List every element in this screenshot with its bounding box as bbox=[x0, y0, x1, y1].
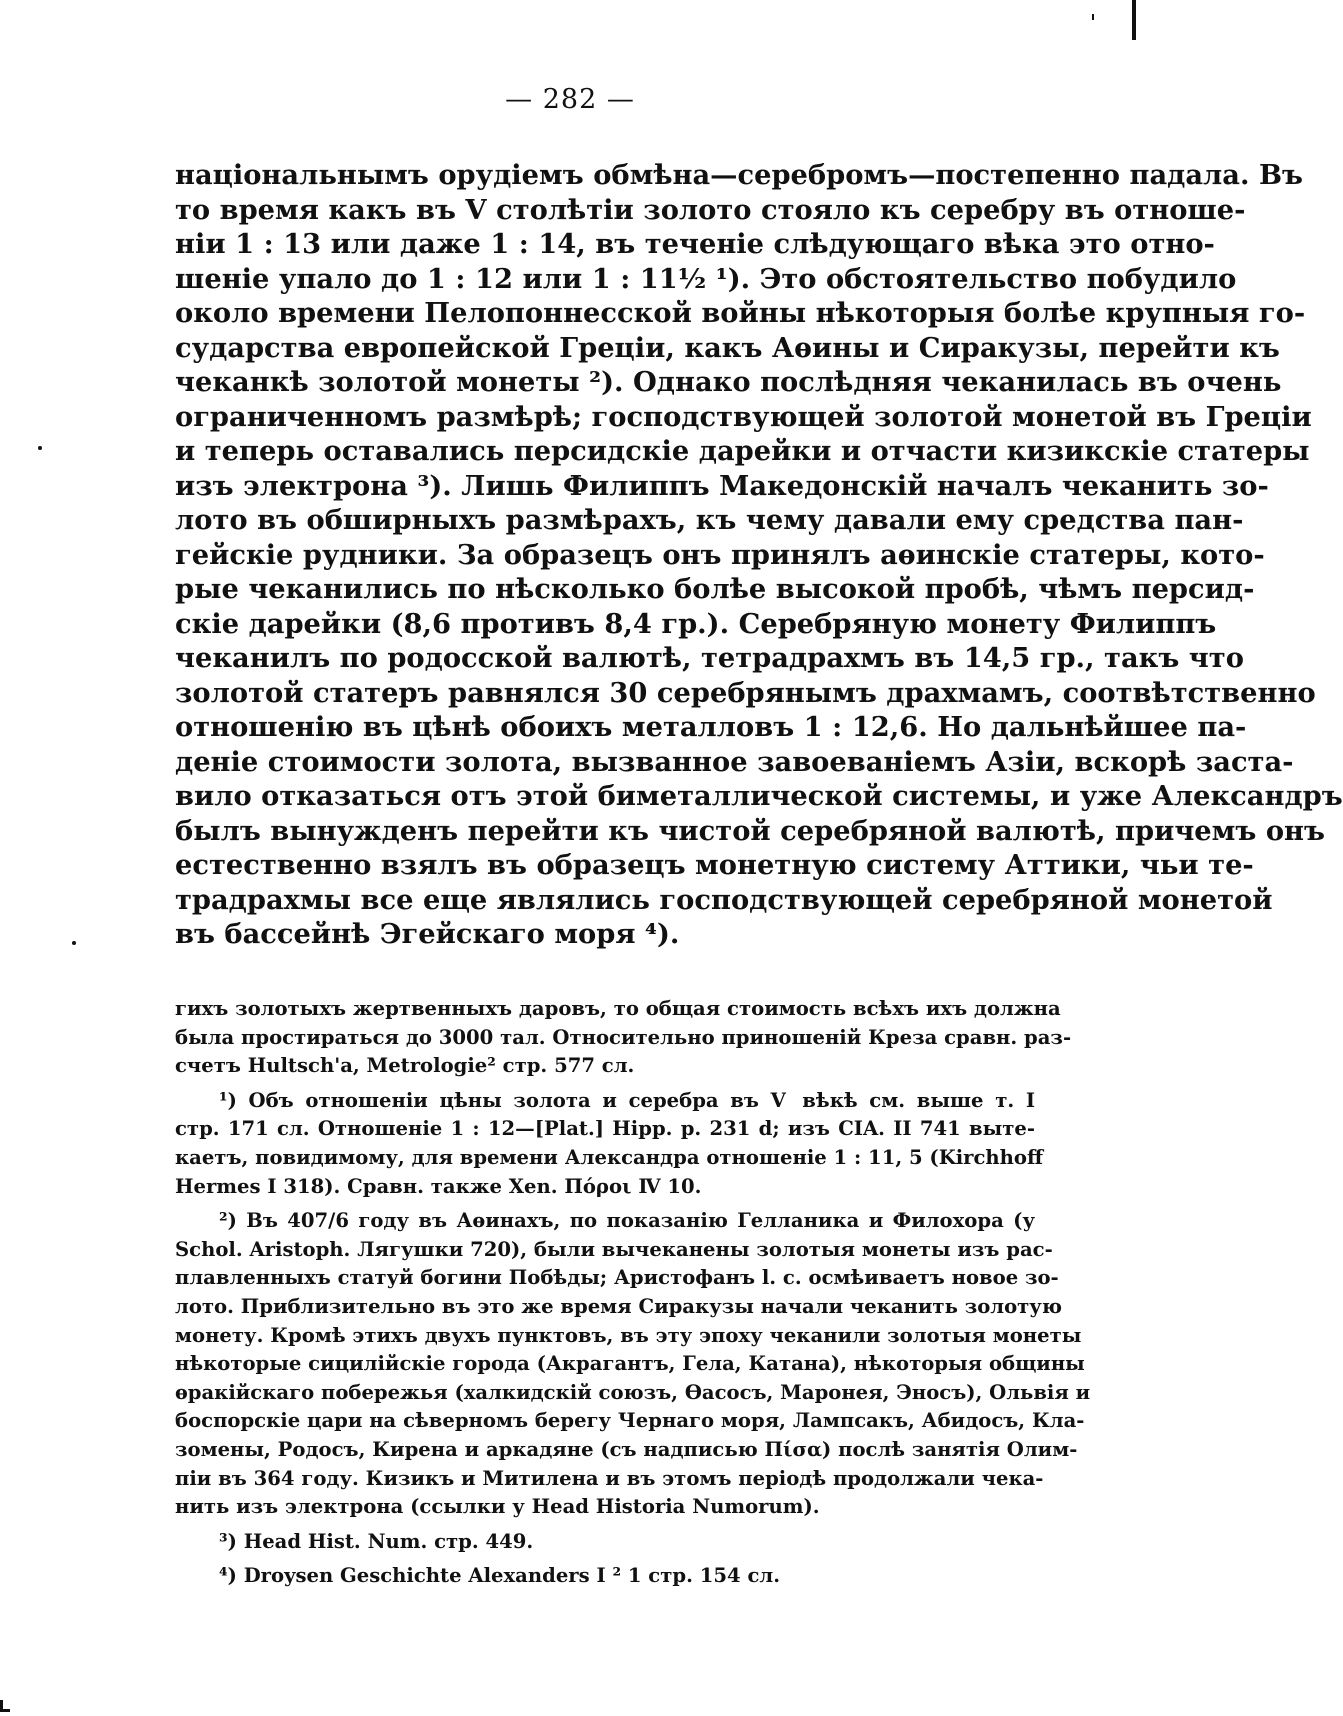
text-line: національнымъ орудіемъ обмѣна—серебромъ—постепенно падала. Въ bbox=[175, 159, 1303, 191]
footnote-line: счетъ Hultsch'a, Metrologie² стр. 577 сл. bbox=[175, 1054, 635, 1078]
text-line: традрахмы все еще являлись господствующей серебряной монетой bbox=[175, 883, 1273, 916]
footnote-text: Объ отношеніи цѣны золота и серебра въ Ⅴ вѣкѣ см. выше т. I bbox=[248, 1088, 1035, 1112]
text-line: около времени Пелопоннесской войны нѣкоторыя болѣе крупныя го- bbox=[175, 297, 1306, 329]
text-line: гейскіе рудники. За образецъ онъ принялъ аѳинскіе статеры, кото- bbox=[175, 538, 1265, 571]
text-line: ограниченномъ размѣрѣ; господствующей золотой монетой въ Греціи bbox=[175, 400, 1312, 433]
text-line: рые чеканились по нѣсколько болѣе высокой пробѣ, чѣмъ персид- bbox=[175, 573, 1255, 605]
text-line: то время какъ въ Ⅴ столѣтіи золото стояло къ серебру въ отноше- bbox=[175, 193, 1246, 226]
footnote-marker: ²) bbox=[219, 1209, 237, 1233]
text-line: вило отказаться отъ этой биметаллической системы, и уже Александръ bbox=[175, 780, 1343, 812]
footnote-line: стр. 171 сл. Отношеніе 1 : 12—[Plat.] Hipp. p. 231 d; изъ CIA. II 741 выте- bbox=[175, 1117, 1035, 1141]
text-line: чеканилъ по родосской валютѣ, тетрадрахмъ въ 14,5 гр., такъ что bbox=[175, 642, 1244, 674]
footnote-line: ѳракійскаго побережья (халкидскій союзъ, Ѳасосъ, Маронея, Эносъ), Ольвія и bbox=[175, 1380, 1091, 1404]
text-line: сударства европейской Греціи, какъ Аѳины и Сиракузы, перейти къ bbox=[175, 331, 1280, 364]
footnote-line: монету. Кромѣ этихъ двухъ пунктовъ, въ эту эпоху чеканили золотыя монеты bbox=[175, 1323, 1082, 1347]
footnote-line bbox=[175, 1562, 1035, 1591]
footnote-line: зомены, Родосъ, Кирена и аркадяне (съ надписью Πίσα) послѣ занятія Олим- bbox=[175, 1437, 1078, 1461]
footnote-line: Schol. Aristoph. Лягушки 720), были вычеканены золотыя монеты изъ рас- bbox=[175, 1237, 1053, 1261]
text-line: скіе дарейки (8,6 противъ 8,4 гр.). Серебряную монету Филиппъ bbox=[175, 607, 1217, 640]
footnote-marker: ⁴) bbox=[219, 1564, 237, 1588]
text-line: изъ электрона ³). Лишь Филиппъ Македонскій началъ чеканить зо- bbox=[175, 469, 1269, 502]
footnote-line: піи въ 364 году. Кизикъ и Митилена и въ этомъ періодѣ продолжали чека- bbox=[175, 1466, 1044, 1490]
text-line: лото въ обширныхъ размѣрахъ, къ чему давали ему средства пан- bbox=[175, 504, 1244, 536]
footnote-line bbox=[175, 1207, 1035, 1236]
main-text-body bbox=[175, 158, 1343, 952]
footnote-line bbox=[175, 1528, 1035, 1557]
footnote-line: Hermes I 318). Сравн. также Xen. Πόροι Ⅳ 10. bbox=[175, 1174, 702, 1198]
scan-corner-mark bbox=[0, 1709, 10, 1712]
footnote-marker: ¹) bbox=[219, 1088, 237, 1112]
footnotes-section bbox=[175, 995, 1091, 1591]
text-line: чеканкѣ золотой монеты ²). Однако послѣдняя чеканилась въ очень bbox=[175, 366, 1282, 398]
scan-speck bbox=[1092, 14, 1094, 20]
text-line: въ бассейнѣ Эгейскаго моря ⁴). bbox=[175, 918, 680, 950]
footnote-line: нѣкоторые сицилійскіе города (Акрагантъ, Гела, Катана), нѣкоторыя общины bbox=[175, 1352, 1085, 1376]
footnote-continuation bbox=[175, 995, 1072, 1081]
text-line: и теперь оставались персидскіе дарейки и отчасти кизикскіе статеры bbox=[175, 435, 1310, 467]
footnote-1 bbox=[175, 1087, 1044, 1201]
text-line: былъ вынужденъ перейти къ чистой серебряной валютѣ, причемъ онъ bbox=[175, 814, 1325, 847]
text-line: ніи 1 : 13 или даже 1 : 14, въ теченіе слѣдующаго вѣка это отно- bbox=[175, 228, 1215, 260]
text-line: золотой статеръ равнялся 30 серебрянымъ драхмамъ, соотвѣтственно bbox=[175, 676, 1316, 709]
scan-speck bbox=[72, 941, 76, 945]
footnote-line: нить изъ электрона (ссылки у Head Historia Numorum). bbox=[175, 1495, 820, 1519]
footnote-text: Head Hist. Num. стр. 449. bbox=[243, 1529, 534, 1553]
footnote-line: плавленныхъ статуй богини Побѣды; Аристофанъ l. c. осмѣиваетъ новое зо- bbox=[175, 1266, 1059, 1290]
footnote-4 bbox=[175, 1562, 1035, 1591]
footnote-marker: ³) bbox=[219, 1529, 237, 1553]
scan-edge-mark bbox=[1132, 0, 1136, 40]
page-number: — 282 — bbox=[505, 84, 635, 115]
footnote-line: гихъ золотыхъ жертвенныхъ даровъ, то общая стоимость всѣхъ ихъ должна bbox=[175, 997, 1061, 1020]
footnote-line: каетъ, повидимому, для времени Александра отношеніе 1 : 11, 5 (Kirchhoff bbox=[175, 1145, 1044, 1169]
text-line: отношенію въ цѣнѣ обоихъ металловъ 1 : 12,6. Но дальнѣйшее па- bbox=[175, 711, 1247, 743]
text-line: шеніе упало до 1 : 12 или 1 : 11½ ¹). Это обстоятельство побудило bbox=[175, 262, 1237, 295]
footnote-3 bbox=[175, 1528, 1035, 1557]
scan-speck bbox=[38, 446, 42, 450]
footnote-line: была простираться до 3000 тал. Относительно приношеній Креза сравн. раз- bbox=[175, 1025, 1072, 1049]
footnote-line bbox=[175, 1087, 1035, 1116]
footnote-text: Въ 407/6 году въ Аѳинахъ, по показанію Гелланика и Филохора (у bbox=[246, 1209, 1035, 1233]
text-line: естественно взялъ въ образецъ монетную систему Аттики, чьи те- bbox=[175, 849, 1254, 881]
footnote-2 bbox=[175, 1207, 1091, 1522]
footnote-line: боспорскіе цари на сѣверномъ берегу Чернаго моря, Лампсакъ, Абидосъ, Кла- bbox=[175, 1409, 1085, 1433]
footnote-line: лото. Приблизительно въ это же время Сиракузы начали чеканить золотую bbox=[175, 1294, 1062, 1318]
text-line: деніе стоимости золота, вызванное завоеваніемъ Азіи, вскорѣ заста- bbox=[175, 745, 1294, 778]
footnote-text: Droysen Geschichte Alexanders I ² 1 стр. 154 сл. bbox=[243, 1564, 781, 1588]
